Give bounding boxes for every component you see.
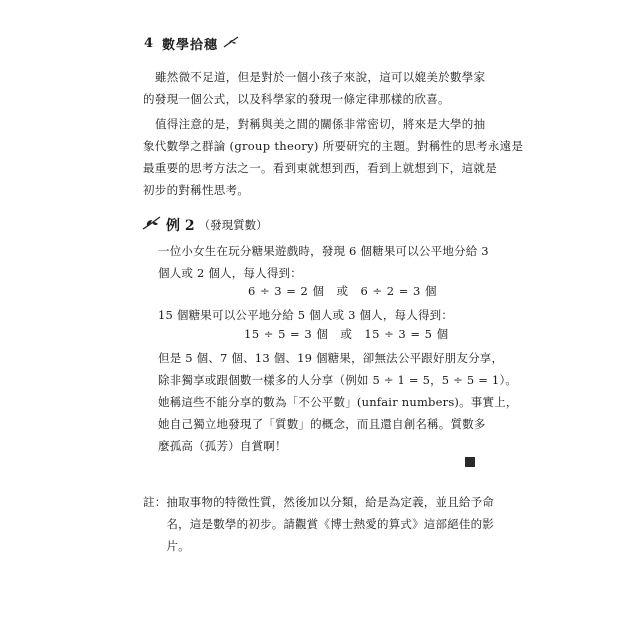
example-lines-c: [158, 347, 518, 457]
p2-line-3: 最重要的思考方法之一。看到東就想到西，看到上就想到下，這就是: [143, 161, 497, 175]
end-of-example-mark: [465, 457, 475, 467]
example-line: 她稱這些不能分享的數為「不公平數」(unfair numbers)。事實上，: [158, 395, 518, 409]
example-subtitle: （發現質數）: [198, 218, 268, 232]
example-line: 她自己獨立地發現了「質數」的概念，而且還自創名稱。質數多: [158, 417, 486, 431]
example-line: 麼孤高（孤芳）自賞啊！: [158, 439, 287, 453]
example-lines-a: [158, 240, 489, 284]
example-heading: [142, 215, 268, 235]
example-line: 一位小女生在玩分糖果遊戲時，發現 6 個糖果可以公平地分給 3: [158, 244, 489, 258]
footnote: [143, 491, 495, 557]
running-header: [144, 34, 239, 53]
p1-line-2: 的發現一個公式，以及科學家的發現一條定律那樣的欣喜。: [143, 92, 450, 106]
p2-line-2: 象代數學之群論 (group theory) 所要研究的主題。對稱性的思考永遠是: [143, 139, 524, 153]
p2-line-4: 初步的對稱性思考。: [143, 183, 250, 197]
leaf-sprig-icon: [142, 215, 162, 235]
example-line: 除非獨享或跟個數一樣多的人分享（例如 5 ÷ 1 = 5，5 ÷ 5 = 1）。: [158, 373, 518, 387]
equation-1: 6 ÷ 3 = 2 個 或 6 ÷ 2 = 3 個: [248, 284, 437, 298]
note-line: 抽取事物的特徵性質，然後加以分類，給是為定義，並且給予命: [166, 495, 495, 509]
p1-line-1: 雖然微不足道，但是對於一個小孩子來說，這可以媲美於數學家: [155, 70, 486, 84]
paragraph-1: [143, 66, 493, 110]
example-line: 個人或 2 個人，每人得到：: [158, 266, 302, 280]
example-line: 但是 5 個、7 個、13 個、19 個糖果，卻無法公平跟好朋友分享，: [158, 351, 504, 365]
book-title: 數學拾穗: [162, 38, 219, 53]
note-text: [166, 491, 494, 557]
example-line: 15 個糖果可以公平地分給 5 個人或 3 個人，每人得到：: [158, 308, 454, 322]
note-label: 註：: [143, 495, 167, 509]
equation-2: 15 ÷ 5 = 3 個 或 15 ÷ 3 = 5 個: [244, 327, 449, 341]
example-lines-b: [158, 304, 480, 326]
page-number: 4: [144, 36, 155, 51]
paragraph-2: [143, 113, 524, 201]
example-label: 例 2: [166, 218, 195, 234]
leaf-sprig-icon: [223, 36, 239, 52]
p2-line-1: 值得注意的是，對稱與美之間的關係非常密切，將來是大學的抽: [155, 117, 486, 131]
note-line: 片。: [166, 539, 190, 553]
note-line: 名，這是數學的初步。請觀賞《博士熱愛的算式》這部絕佳的影: [166, 517, 495, 531]
